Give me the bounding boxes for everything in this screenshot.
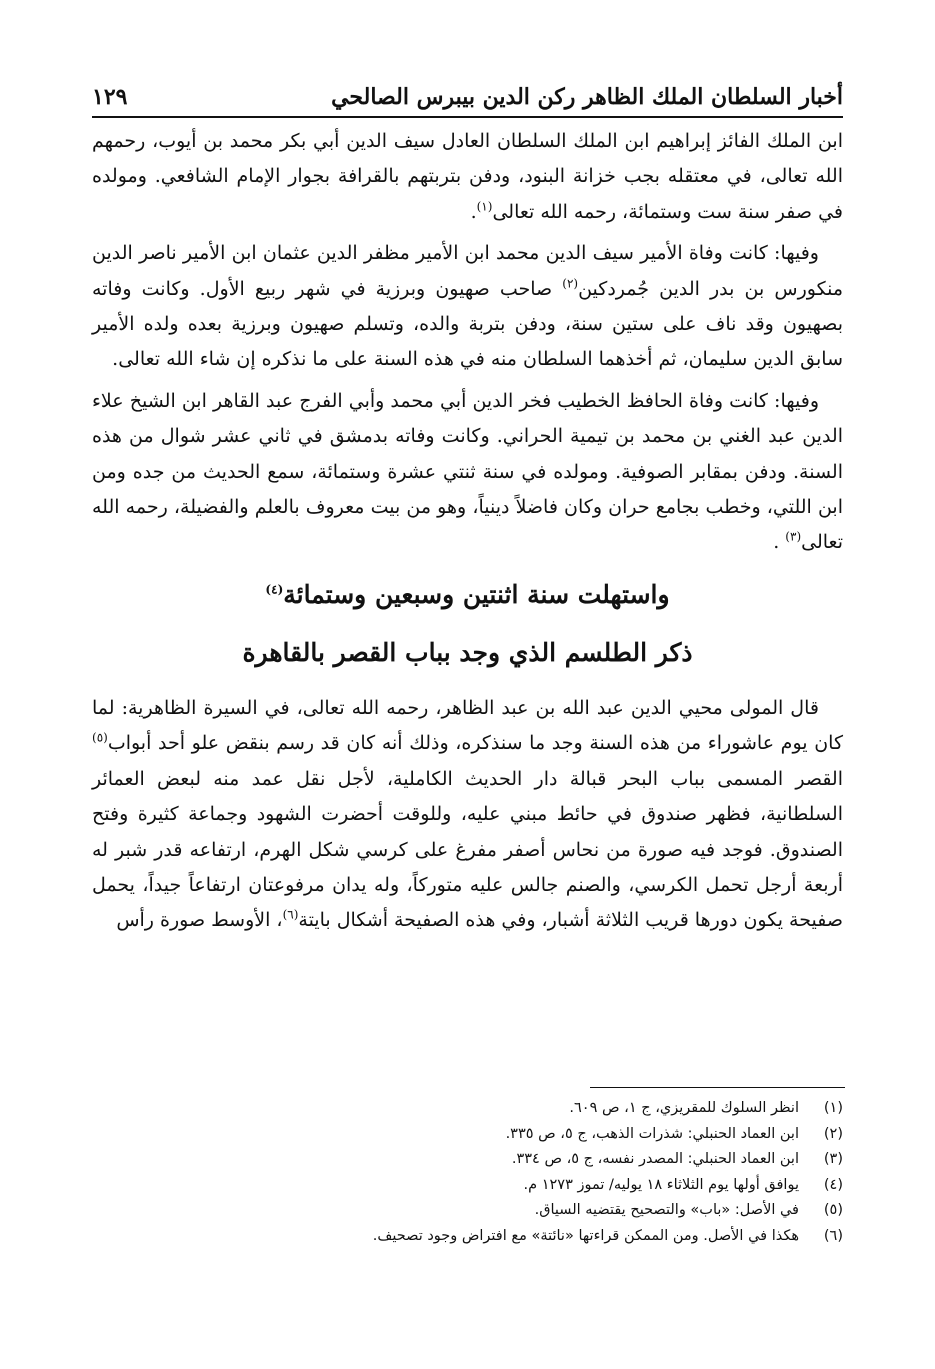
footnote-number: (٦) <box>823 1227 843 1244</box>
footnote-separator <box>590 1087 845 1088</box>
footnote-number: (١) <box>823 1100 843 1116</box>
paragraph-2-text-a: وفيها: كانت وفاة الأمير سيف الدين محمد ابن الأمير مظفر الدين عثمان ابن الأمير ناصر الدين منكورس بن بدر الدين جُمردكين <box>92 242 843 300</box>
footnote-ref-5: (٥) <box>92 730 108 745</box>
footnote-number: (٢) <box>823 1125 843 1142</box>
footnote-ref-1: (١) <box>476 199 493 214</box>
paragraph-2-text-b: صاحب صهيون وبرزية في شهر ربيع الأول. وكانت وفاته بصهيون وقد ناف على ستين سنة، ودفن بتربة والده، وتسلم صهيون وبرزية بعده ولده الأمير سابق الدين سليمان، ثم أخذهما السلطان منه في هذه السنة على ما نذكره إن شاء الله تعالى. <box>92 277 843 371</box>
paragraph-4-text-b: القصر المسمى بباب البحر قبالة دار الحديث الكاملية، لأجل نقل عمد منه لبعض العمائر السلطانية، فظهر صندوق في حائط مبني عليه، وللوقت أحضرت الشهود وجماعة كثيرة وفتح الصندوق. فوجد فيه صورة من نحاس أصفر مفرغ على كرسي شكل الهرم، ارتفاعه قدر شبر له أربعة أرجل تحمل الكرسي، والصنم جالس عليه متوركاً، وله يدان مرفوعتان ارتفاعاً جيداً، يحمل صفيحة يكون دورها قريب الثلاثة أشبار، وفي هذه الصفيحة أشكال بايتة <box>92 767 843 932</box>
section-heading: ذكر الطلسم الذي وجد بباب القصر بالقاهرة <box>242 637 693 667</box>
footnote-2 <box>92 1122 843 1148</box>
year-heading <box>92 575 843 615</box>
footnote-text: هكذا في الأصل. ومن الممكن قراءتها «نائتة» مع افتراض وجود تصحيف. <box>372 1227 799 1244</box>
footnote-ref-4: (٤) <box>265 582 284 597</box>
footnote-text: في الأصل: «باب» والتصحيح يقتضيه السياق. <box>534 1202 799 1219</box>
footnote-5 <box>92 1198 843 1224</box>
footnote-ref-3: (٣) <box>785 530 802 545</box>
main-text <box>92 124 843 945</box>
paragraph-4-text-a: قال المولى محيي الدين عبد الله بن عبد الظاهر، رحمه الله تعالى، في السيرة الظاهرية: لما كان يوم عاشوراء من هذه السنة وجد ما سنذكره، وذلك أنه كان قد رسم بنقض علو أحد أبواب <box>92 696 843 755</box>
paragraph-3-text: وفيها: كانت وفاة الحافظ الخطيب فخر الدين أبي محمد وأبي الفرج عبد القاهر ابن الشيخ علاء الدين عبد الغني بن محمد بن تيمية الحراني. وكانت وفاته بدمشق في ثاني عشر شوال من هذه السنة. ودفن بمقابر الصوفية. ومولده في سنة ثنتي عشرة وستمائة، سمع الحديث من جده ومن ابن اللتي، وخطب بجامع حران وكان فاضلاً دينياً، وهو من بيت معروف بالعلم والفضيلة، رحمه الله تعالى <box>92 389 843 554</box>
paragraph-1-text: ابن الملك الفائز إبراهيم ابن الملك السلطان العادل سيف الدين أبي بكر محمد بن أيوب، رحمهم الله تعالى، في معتقله بجب خزانة البنود، ودفن بتربتهم بالقرافة بجوار الإمام الشافعي. ومولده في صفر سنة ست وستمائة، رحمه الله تعالى <box>92 130 843 223</box>
footnote-number: (٥) <box>823 1202 843 1219</box>
page-number: ١٢٩ <box>92 84 128 110</box>
footnote-ref-2: (٢) <box>562 276 579 291</box>
footnote-number: (٤) <box>823 1176 843 1193</box>
footnotes <box>92 1096 843 1250</box>
year-heading-text: واستهلت سنة اثنتين وسبعين وستمائة <box>283 579 670 609</box>
footnote-4 <box>92 1173 843 1199</box>
paragraph-1-end: . <box>470 200 477 223</box>
paragraph-1 <box>92 124 843 230</box>
footnote-text: يوافق أولها يوم الثلاثاء ١٨ يوليه/ تموز ١٢٧٣ م. <box>523 1176 799 1193</box>
footnote-3 <box>92 1147 843 1173</box>
paragraph-4 <box>92 691 843 939</box>
footnote-number: (٣) <box>823 1151 843 1168</box>
footnote-6 <box>92 1224 843 1250</box>
footnote-text: انظر السلوك للمقريزي، ج ١، ص ٦٠٩. <box>569 1100 799 1116</box>
paragraph-3 <box>92 384 843 561</box>
footnote-ref-6: (٦) <box>282 907 299 922</box>
paragraph-4-text-c: ، الأوسط صورة رأس <box>116 909 283 932</box>
paragraph-3-end: . <box>773 531 786 554</box>
footnote-text: ابن العماد الحنبلي: المصدر نفسه، ج ٥، ص ٣٣٤. <box>511 1151 799 1168</box>
running-header <box>92 70 843 118</box>
running-title: أخبار السلطان الملك الظاهر ركن الدين بيبرس الصالحي <box>331 84 843 110</box>
paragraph-2 <box>92 236 843 378</box>
footnote-1 <box>92 1096 843 1122</box>
footnote-text: ابن العماد الحنبلي: شذرات الذهب، ج ٥، ص ٣٣٥. <box>505 1125 799 1142</box>
